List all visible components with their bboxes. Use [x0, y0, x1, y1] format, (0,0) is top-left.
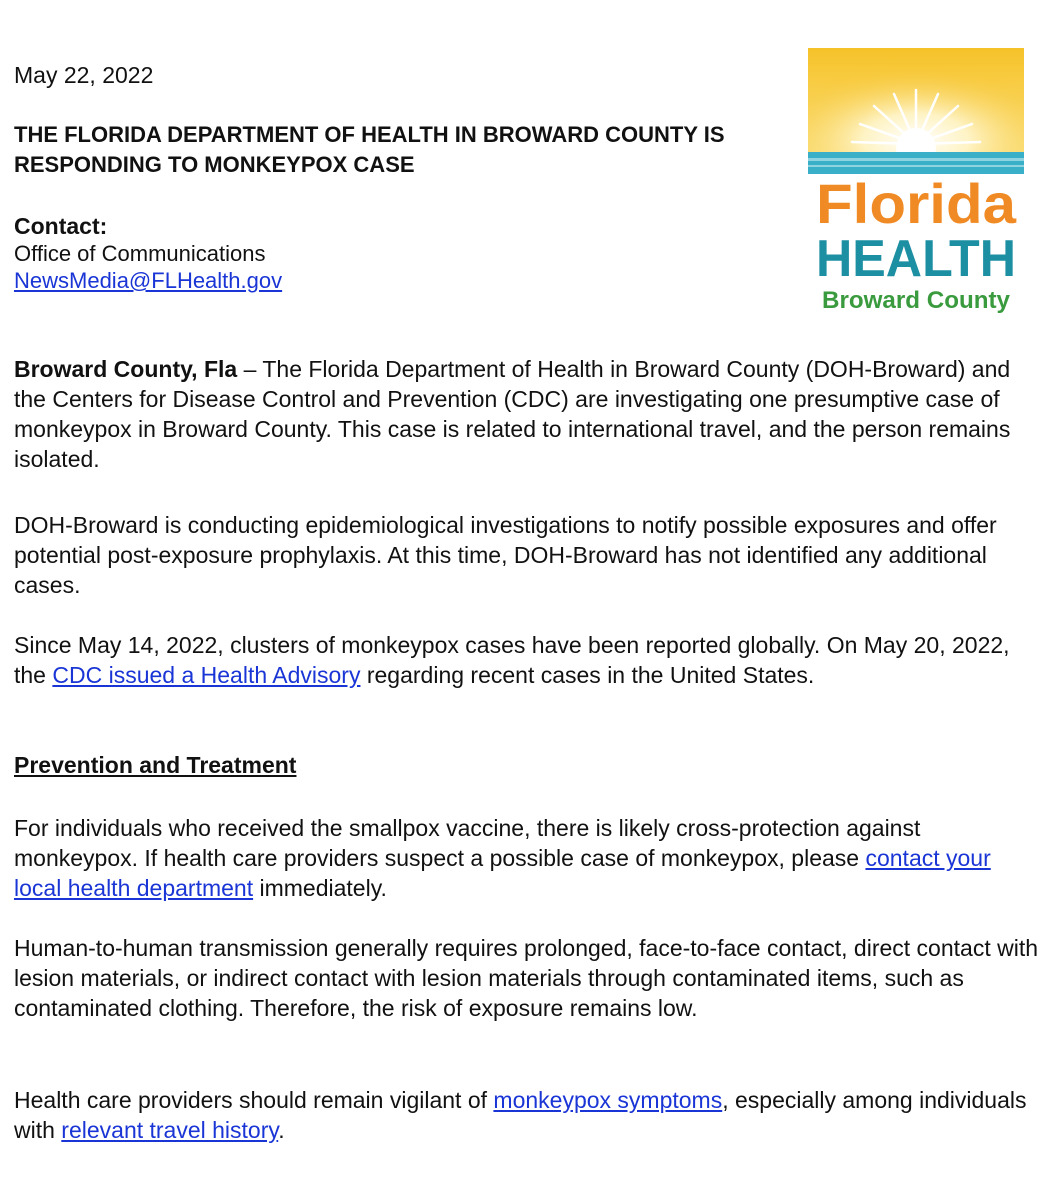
dateline: Broward County, Fla — [14, 356, 238, 382]
paragraph-6-text-middle: , especially among individuals with — [14, 1087, 1027, 1143]
paragraph-6-text-after: . — [278, 1117, 285, 1143]
travel-history-link[interactable]: relevant travel history — [61, 1117, 279, 1143]
contact-label: Contact: — [14, 213, 108, 239]
monkeypox-symptoms-link[interactable]: monkeypox symptoms — [493, 1087, 723, 1113]
logo-water — [808, 152, 1024, 174]
paragraph-3-text-before: Since May 14, 2022, clusters of monkeypox cases have been reported globally. On May 20, 2022, the — [14, 632, 1010, 688]
paragraph-3-text-after: regarding recent cases in the United States. — [360, 662, 815, 688]
cdc-health-advisory-link[interactable]: CDC issued a Health Advisory — [52, 662, 361, 688]
paragraph-5: Human-to-human transmission generally requires prolonged, face-to-face contact, direct contact with lesion materials, or indirect contact with lesion materials through contaminated items, such as contaminated clothing. Therefore, the risk of exposure remains low. — [14, 935, 1038, 1021]
paragraph-1-text: – The Florida Department of Health in Broward County (DOH-Broward) and the Centers for Disease Control and Prevention (CDC) are investigating one presumptive case of monkeypox in Broward County. This case is related to international travel, and the person remains isolated. — [14, 356, 1011, 472]
paragraph-1 — [14, 354, 1042, 474]
paragraph-4-text-after: immediately. — [253, 875, 387, 901]
paragraph-6-text-before: Health care providers should remain vigilant of — [14, 1087, 494, 1113]
paragraph-3 — [14, 630, 1042, 690]
paragraph-6 — [14, 1085, 1042, 1145]
release-date: May 22, 2022 — [14, 62, 154, 88]
paragraph-4-text-before: For individuals who received the smallpox vaccine, there is likely cross-protection against monkeypox. If health care providers suspect a possible case of monkeypox, please — [14, 815, 921, 871]
contact-email-link[interactable]: NewsMedia@FLHealth.gov — [14, 268, 283, 293]
logo-text-health: HEALTH — [816, 230, 1016, 288]
page-title: THE FLORIDA DEPARTMENT OF HEALTH IN BROWARD COUNTY IS RESPONDING TO MONKEYPOX CASE — [14, 122, 725, 177]
contact-office: Office of Communications — [14, 241, 266, 266]
local-health-department-link[interactable]: contact your local health department — [14, 845, 991, 901]
paragraph-4 — [14, 813, 1042, 903]
section-heading-prevention: Prevention and Treatment — [14, 752, 297, 778]
contact-block — [14, 213, 282, 294]
logo-text-county: Broward County — [822, 287, 1011, 314]
logo-text-florida: Florida — [816, 172, 1017, 235]
florida-health-logo — [808, 48, 1024, 320]
paragraph-2: DOH-Broward is conducting epidemiological investigations to notify possible exposures and offer potential post-exposure prophylaxis. At this time, DOH-Broward has not identified any additional cases. — [14, 512, 997, 598]
